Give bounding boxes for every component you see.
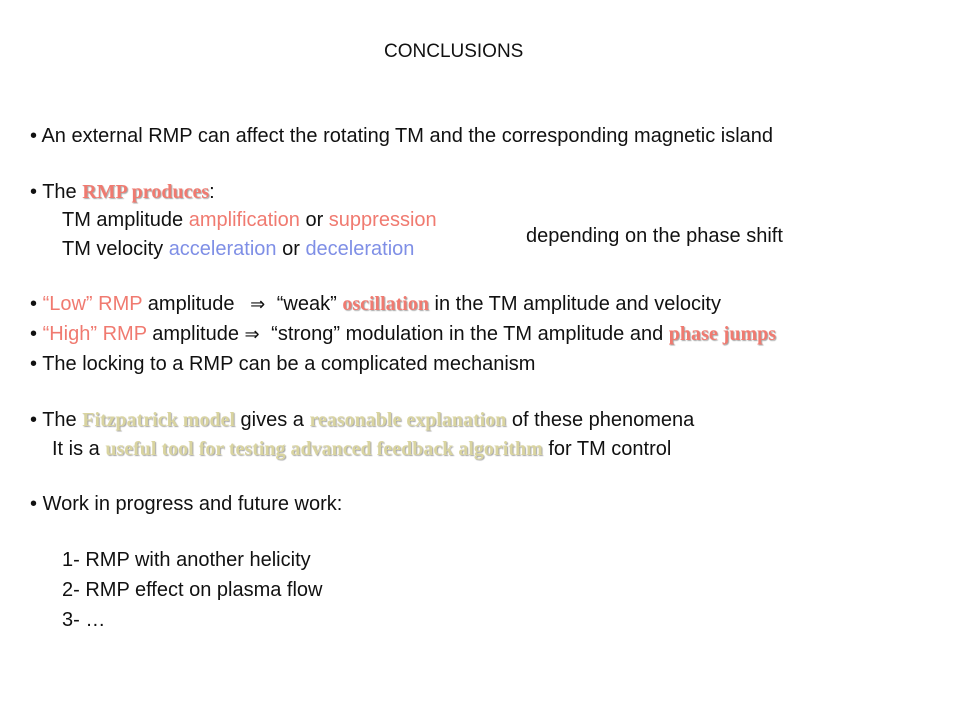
- highlight-fitzpatrick-model: Fitzpatrick model: [82, 409, 235, 431]
- tm-velocity-line: [62, 237, 414, 261]
- text: or: [276, 238, 306, 260]
- low-rmp-label: “Low” RMP: [42, 293, 143, 315]
- useful-tool-line: [52, 437, 671, 461]
- word-deceleration: deceleration: [305, 238, 415, 260]
- text: amplitude: [142, 293, 241, 315]
- text: or: [299, 209, 329, 231]
- bullet-text: The locking to a RMP can be a complicated mechanism: [42, 353, 536, 375]
- text: The: [42, 409, 83, 431]
- bullet-text: Work in progress and future work:: [42, 493, 343, 515]
- text: The: [42, 181, 83, 203]
- bullet-mark: •: [30, 125, 38, 147]
- implies-arrow-icon: ⇒: [244, 324, 260, 345]
- highlight-rmp-produces: RMP produces: [82, 181, 210, 203]
- text: for TM control: [542, 438, 672, 460]
- bullet-locking: [30, 352, 535, 376]
- bullet-mark: •: [30, 409, 38, 431]
- highlight-oscillation: oscillation: [342, 293, 429, 315]
- high-rmp-label: “High” RMP: [42, 323, 147, 345]
- text: gives a: [235, 409, 310, 431]
- text: “strong” modulation in the TM amplitude and: [271, 323, 669, 345]
- future-item: 3- …: [62, 609, 106, 631]
- highlight-useful-tool: useful tool for testing advanced feedback algorithm: [105, 438, 543, 460]
- text: amplitude: [146, 323, 245, 345]
- bullet-mark: •: [30, 493, 38, 515]
- text: TM velocity: [62, 238, 169, 260]
- highlight-phase-jumps: phase jumps: [668, 323, 777, 345]
- text: “weak”: [276, 293, 343, 315]
- implies-arrow-icon: ⇒: [250, 294, 266, 315]
- text: :: [209, 181, 215, 203]
- bullet-high-rmp: [30, 322, 776, 347]
- slide-title: CONCLUSIONS: [384, 41, 524, 62]
- bullet-fitzpatrick: [30, 408, 694, 432]
- bullet-text: An external RMP can affect the rotating TM and the corresponding magnetic island: [41, 125, 774, 147]
- word-amplification: amplification: [188, 209, 300, 231]
- bullet-rmp-produces: [30, 180, 215, 204]
- text: of these phenomena: [506, 409, 695, 431]
- future-item: 2- RMP effect on plasma flow: [62, 579, 323, 601]
- bullet-mark: •: [30, 181, 38, 203]
- text: in the TM amplitude and velocity: [428, 293, 721, 315]
- bullet-mark: •: [30, 323, 38, 345]
- word-acceleration: acceleration: [168, 238, 277, 260]
- depending-phase-shift: depending on the phase shift: [526, 225, 783, 247]
- word-suppression: suppression: [328, 209, 437, 231]
- text: TM amplitude: [62, 209, 189, 231]
- future-item: 1- RMP with another helicity: [62, 549, 311, 571]
- bullet-future-work: [30, 492, 342, 516]
- bullet-mark: •: [30, 353, 38, 375]
- bullet-low-rmp: [30, 292, 721, 317]
- text: It is a: [52, 438, 106, 460]
- bullet-mark: •: [30, 293, 38, 315]
- bullet-external-rmp: [30, 124, 773, 148]
- highlight-reasonable-explanation: reasonable explanation: [309, 409, 507, 431]
- tm-amplitude-line: [62, 208, 437, 232]
